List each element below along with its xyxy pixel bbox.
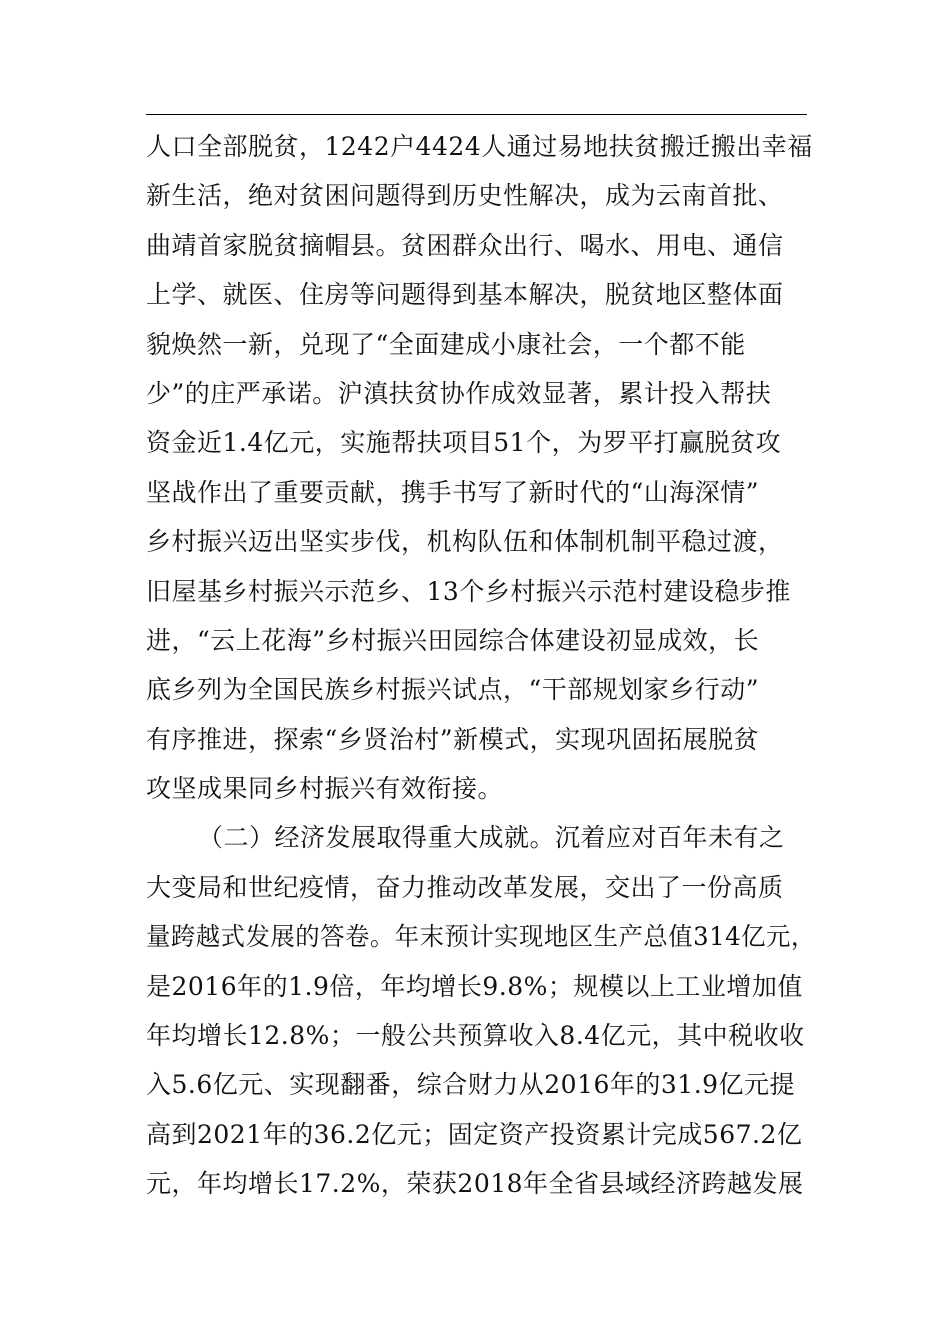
text-line: 进，“云上花海”乡村振兴田园综合体建设初显成效，长 <box>146 625 760 655</box>
text-line: 是2016年的1.9倍，年均增长9.8%；规模以上工业增加值 <box>146 971 803 1001</box>
text-line: 人口全部脱贫，1242户4424人通过易地扶贫搬迁搬出幸福 <box>146 132 813 161</box>
text-line: 乡村振兴迈出坚实步伐，机构队伍和体制机制平稳过渡， <box>146 527 784 557</box>
body-text <box>146 122 816 1209</box>
text-line: 量跨越式发展的答卷。年末预计实现地区生产总值314亿元， <box>146 922 816 952</box>
text-line: 资金近1.4亿元，实施帮扶项目51个，为罗平打赢脱贫攻 <box>146 428 782 458</box>
section-heading-line: （二）经济发展取得重大成就。沉着应对百年未有之 <box>198 823 785 853</box>
text-line: 入5.6亿元、实现翻番，综合财力从2016年的31.9亿元提 <box>146 1070 796 1100</box>
text-line: 貌焕然一新，兑现了“全面建成小康社会，一个都不能 <box>146 329 746 359</box>
text-line: 上学、就医、住房等问题得到基本解决，脱贫地区整体面 <box>146 280 784 310</box>
text-line: 新生活，绝对贫困问题得到历史性解决，成为云南首批、 <box>146 181 784 211</box>
text-line: 少”的庄严承诺。沪滇扶贫协作成效显著，累计投入帮扶 <box>146 378 772 408</box>
text-line: 底乡列为全国民族乡村振兴试点，“干部规划家乡行动” <box>146 675 760 705</box>
text-line: 年均增长12.8%；一般公共预算收入8.4亿元，其中税收收 <box>146 1021 805 1051</box>
text-line: 高到2021年的36.2亿元；固定资产投资累计完成567.2亿 <box>146 1119 803 1149</box>
text-line: 曲靖首家脱贫摘帽县。贫困群众出行、喝水、用电、通信 <box>146 230 784 260</box>
header-rule <box>146 114 807 115</box>
text-line: 坚战作出了重要贡献，携手书写了新时代的“山海深情” <box>146 477 760 507</box>
text-line: 元，年均增长17.2%，荣获2018年全省县域经济跨越发展 <box>146 1169 804 1199</box>
text-line: 大变局和世纪疫情，奋力推动改革发展，交出了一份高质 <box>146 872 784 902</box>
text-line: 旧屋基乡村振兴示范乡、13个乡村振兴示范村建设稳步推 <box>146 576 791 606</box>
text-line: 攻坚成果同乡村振兴有效衔接。 <box>146 774 504 804</box>
text-line: 有序推进，探索“乡贤治村”新模式，实现巩固拓展脱贫 <box>146 724 760 754</box>
